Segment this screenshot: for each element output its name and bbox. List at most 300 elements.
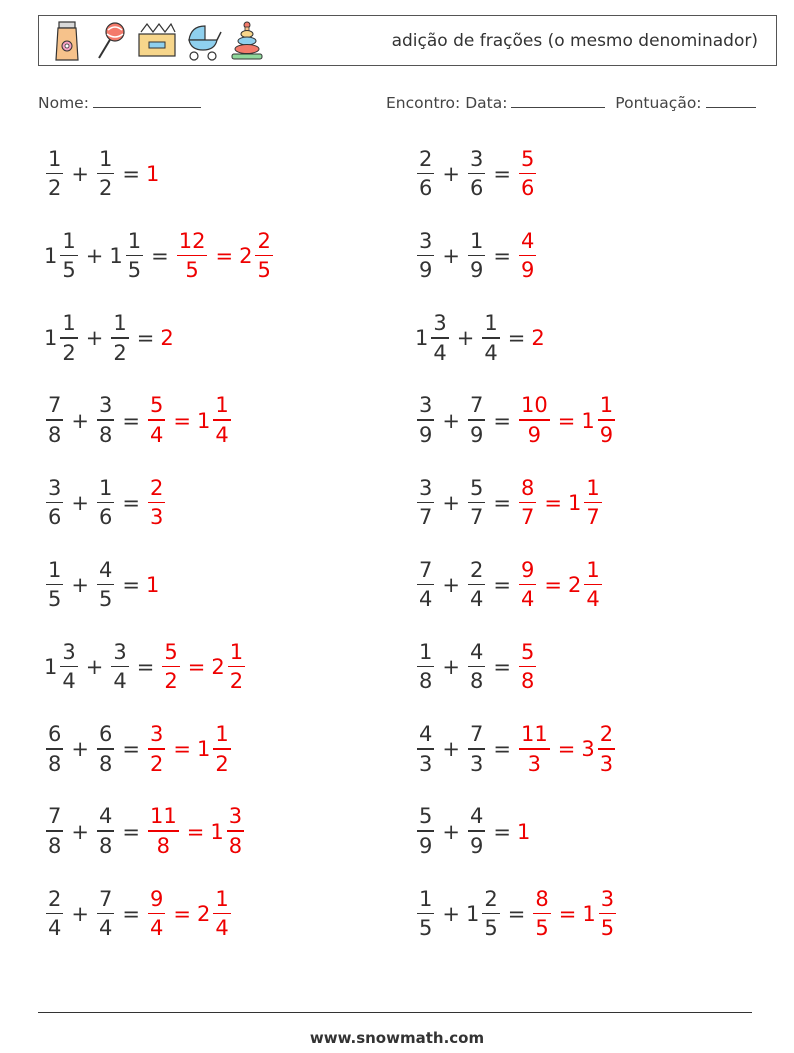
fraction-bar [417,255,434,257]
denominator: 9 [469,258,484,283]
plus-sign: + [442,819,460,844]
fraction-bar [148,748,165,750]
plus-sign: + [85,655,104,680]
fraction-bar [468,748,485,750]
plus-sign: + [71,573,89,597]
equals-sign: = [122,162,140,186]
numerator: 5 [520,146,535,171]
problem-item [44,226,275,286]
fraction-bar [46,173,63,175]
fraction-bar [519,173,536,175]
denominator: 4 [469,587,484,612]
numerator: 1 [419,886,433,911]
fraction-bar [46,502,63,504]
numerator: 1 [229,639,244,664]
fraction [162,639,179,694]
number: 1 [516,819,531,844]
denominator: 4 [484,340,498,365]
fraction [417,146,434,201]
numerator: 8 [535,886,549,911]
fraction [519,146,536,201]
plus-sign: + [442,408,460,433]
numerator: 7 [469,722,484,747]
denominator: 8 [48,751,62,776]
fraction-bar [599,913,616,915]
denominator: 4 [48,916,62,941]
whole-number: 1 [109,244,123,269]
denominator: 9 [599,422,614,447]
equals-sign: = [493,244,511,269]
fraction-bar [213,748,230,750]
answer [517,724,617,775]
fraction [148,724,165,775]
denominator: 5 [484,916,498,941]
numerator: 1 [215,722,229,747]
denominator: 4 [215,422,229,447]
fraction [213,886,230,941]
whole-number: 1 [415,326,429,351]
equals-sign: = [557,408,576,433]
name-blank[interactable] [93,93,201,108]
numerator: 5 [149,393,164,418]
stroller-icon [183,20,223,62]
fraction-bar [97,830,114,832]
fraction-bar [148,830,179,832]
problem-item [415,473,604,533]
fraction [584,475,601,530]
fraction [228,639,245,694]
fraction [213,395,230,446]
denominator: 5 [257,258,271,283]
fraction [519,475,536,530]
problem-item [44,802,246,862]
numerator: 8 [520,475,535,500]
denominator: 9 [520,258,535,283]
denominator: 8 [98,833,113,858]
numerator: 3 [433,311,447,336]
numerator: 5 [419,804,433,829]
numerator: 1 [62,311,76,336]
denominator: 9 [419,833,433,858]
numerator: 7 [419,557,433,582]
denominator: 5 [185,258,199,283]
numerator: 3 [419,228,433,253]
equals-sign: = [186,819,205,844]
fraction [598,395,615,446]
numerator: 11 [520,722,548,747]
equals-sign: = [173,408,191,433]
fraction [417,395,434,446]
equals-sign: = [136,326,155,351]
fraction-bar [598,748,615,750]
name-field [38,93,201,112]
plus-sign: + [71,162,89,186]
equals-sign: = [557,737,576,762]
fraction-bar [584,584,601,586]
fraction-bar [468,419,485,421]
fraction [97,557,114,612]
fraction [468,395,485,446]
fraction [46,886,63,941]
whole-number: 2 [239,244,253,269]
fraction [213,724,230,775]
fraction [599,886,616,941]
fraction [468,639,485,694]
fraction [148,806,179,857]
fraction [468,475,485,530]
fraction-bar [417,502,434,504]
whole-number: 1 [581,408,595,433]
denominator: 4 [520,587,535,612]
problem-item [44,719,233,779]
fraction-bar [431,337,448,339]
answer [531,886,618,941]
plus-sign: + [442,162,460,186]
denominator: 5 [48,587,62,612]
denominator: 8 [520,669,535,694]
fraction [584,557,601,612]
denominator: 5 [98,587,113,612]
tissue-box-icon [135,20,179,62]
plus-sign: + [85,244,104,269]
fraction [126,228,143,283]
numerator: 1 [62,228,76,253]
numerator: 3 [149,722,164,747]
whole-number: 3 [581,737,595,762]
fraction [97,886,114,941]
fraction-bar [111,337,128,339]
answer [160,326,173,350]
whole-number: 2 [196,901,211,926]
numerator: 5 [164,639,178,664]
answer [517,820,530,844]
numerator: 6 [48,722,62,747]
fraction-bar [60,255,77,257]
fraction-bar [148,419,165,421]
denominator: 3 [419,751,433,776]
numerator: 2 [149,475,164,500]
fraction [519,557,536,612]
plus-sign: + [442,655,460,680]
answer [146,573,159,597]
meeting-label: Encontro: [386,94,461,112]
numerator: 2 [419,146,433,171]
denominator: 9 [419,258,433,283]
whole-number: 1 [582,901,596,926]
denominator: 3 [469,751,484,776]
plus-sign: + [71,490,89,515]
equals-sign: = [187,655,206,680]
numerator: 6 [98,722,113,747]
plus-sign: + [71,819,89,844]
denominator: 4 [98,916,113,941]
plus-sign: + [442,737,460,762]
fraction [60,228,77,283]
denominator: 8 [469,669,484,694]
numerator: 1 [586,557,600,582]
fraction-bar [519,502,536,504]
denominator: 3 [149,505,164,530]
equals-sign: = [507,326,526,351]
problem-item [44,555,159,615]
numerator: 4 [520,228,535,253]
fraction-bar [417,913,434,915]
problem-item [415,391,617,451]
fraction-bar [97,748,114,750]
denominator: 4 [113,669,127,694]
equals-sign: = [173,737,191,762]
plus-sign: + [442,490,460,515]
whole-number: 1 [196,408,211,433]
fraction-bar [417,173,434,175]
equals-sign: = [493,162,511,186]
denominator: 7 [586,505,600,530]
whole-number: 2 [567,573,582,597]
fraction [482,313,499,364]
fraction-bar [177,255,208,257]
fraction [46,475,63,530]
equals-sign: = [122,490,140,515]
numerator: 5 [520,639,535,664]
fraction [148,886,165,941]
fraction [60,639,77,694]
fraction-bar [97,419,114,421]
whole-number: 1 [44,655,58,680]
fraction [468,806,485,857]
denominator: 4 [215,916,229,941]
numerator: 3 [419,393,433,418]
numerator: 1 [469,228,484,253]
numerator: 1 [98,146,113,171]
fraction [417,724,434,775]
numerator: 1 [113,311,127,336]
fraction-bar [482,913,499,915]
equals-sign: = [493,819,511,844]
fraction-bar [468,502,485,504]
whole-number: 1 [210,819,224,844]
answer [517,639,538,694]
numerator: 11 [149,804,177,829]
numerator: 9 [149,886,164,911]
fraction-bar [468,255,485,257]
problem-item [415,719,617,779]
plus-sign: + [71,901,89,926]
answer [160,639,247,694]
fraction-bar [255,255,272,257]
numerator: 7 [98,886,113,911]
denominator: 4 [149,916,164,941]
numerator: 1 [48,146,62,171]
denominator: 4 [62,669,76,694]
denominator: 5 [127,258,142,283]
answer [517,395,617,446]
numerator: 4 [98,557,113,582]
fraction [468,724,485,775]
denominator: 7 [520,505,535,530]
numerator: 2 [48,886,62,911]
fraction [519,639,536,694]
fraction [111,639,128,694]
equals-sign: = [493,490,511,515]
whole-number: 1 [465,901,480,926]
answer [517,475,604,530]
fraction-bar [227,830,244,832]
equals-sign: = [151,244,169,269]
whole-number: 1 [44,244,58,269]
numerator: 4 [469,804,484,829]
fraction-bar [97,173,114,175]
fraction [468,228,485,283]
denominator: 4 [149,422,164,447]
header-icons [47,20,267,62]
fraction [519,724,550,775]
problem-item [44,473,167,533]
denominator: 8 [98,751,113,776]
numerator: 3 [113,639,127,664]
fraction [598,724,615,775]
numerator: 4 [469,639,484,664]
fraction-bar [468,830,485,832]
denominator: 5 [600,916,615,941]
whole-number: 1 [567,490,582,515]
fraction [468,146,485,201]
denominator: 6 [98,505,113,530]
fraction [255,228,272,283]
numerator: 1 [586,475,600,500]
equals-sign: = [558,901,577,926]
fraction-bar [46,584,63,586]
denominator: 8 [156,833,171,858]
equals-sign: = [122,901,140,926]
fraction-bar [46,419,63,421]
fraction [417,228,434,283]
equals-sign: = [173,901,191,926]
score-label: Pontuação: [615,94,702,112]
fraction [417,639,434,694]
numerator: 2 [469,557,484,582]
fraction-bar [46,913,63,915]
fraction [111,313,128,364]
fraction-bar [148,502,165,504]
denominator: 2 [164,669,178,694]
answer [517,557,604,612]
number: 1 [145,573,160,597]
fraction-bar [111,666,128,668]
equals-sign: = [122,737,140,762]
numerator: 1 [215,886,229,911]
fraction [519,395,550,446]
fraction-bar [148,913,165,915]
fraction-bar [417,666,434,668]
answer [146,162,159,186]
denominator: 8 [98,422,113,447]
fraction [97,806,114,857]
answer [146,395,233,446]
equals-sign: = [215,244,234,269]
denominator: 7 [419,505,433,530]
fraction-bar [584,502,601,504]
problem-item [415,308,545,368]
fraction-bar [417,584,434,586]
denominator: 8 [419,669,433,694]
denominator: 3 [527,751,542,776]
fraction [46,146,63,201]
fraction [148,395,165,446]
fraction [227,806,244,857]
numerator: 3 [469,146,484,171]
fraction-bar [519,255,536,257]
score-blank[interactable] [706,93,756,108]
fraction-bar [519,419,550,421]
plus-sign: + [85,326,104,351]
plus-sign: + [71,408,89,433]
date-blank[interactable] [511,93,605,108]
fraction-bar [162,666,179,668]
fraction-bar [417,830,434,832]
fraction-bar [97,584,114,586]
numerator: 10 [520,393,548,418]
numerator: 1 [98,475,113,500]
ring-stacker-icon [227,20,267,62]
number: 2 [160,326,174,351]
denominator: 6 [419,176,433,201]
numerator: 4 [419,722,433,747]
equals-sign: = [493,655,511,680]
plus-sign: + [442,901,460,926]
denominator: 7 [469,505,484,530]
whole-number: 1 [44,326,58,351]
problem-item [415,144,538,204]
numerator: 7 [48,804,62,829]
fraction-bar [60,337,77,339]
problem-item [44,391,233,451]
denominator: 8 [228,833,243,858]
problem-item [44,637,247,697]
fraction-bar [468,666,485,668]
denominator: 4 [419,587,433,612]
numerator: 4 [98,804,113,829]
denominator: 2 [215,751,229,776]
answer [531,326,544,350]
denominator: 4 [586,587,600,612]
fraction [519,228,536,283]
problem-item [44,884,233,944]
denominator: 2 [48,176,62,201]
fraction [97,395,114,446]
denominator: 6 [48,505,62,530]
equals-sign: = [507,901,526,926]
answer [517,146,538,201]
fraction [97,146,114,201]
answer [146,475,167,530]
numerator: 2 [257,228,271,253]
fraction [177,228,208,283]
problem-item [415,884,618,944]
numerator: 7 [469,393,484,418]
equals-sign: = [122,819,140,844]
fraction [46,724,63,775]
denominator: 2 [229,669,244,694]
fraction-bar [417,748,434,750]
number: 2 [531,326,545,351]
numerator: 2 [599,722,614,747]
numerator: 3 [419,475,433,500]
meeting-date-score-fields [386,93,756,112]
fraction [148,475,165,530]
fraction [417,806,434,857]
numerator: 1 [127,228,142,253]
numerator: 5 [469,475,484,500]
